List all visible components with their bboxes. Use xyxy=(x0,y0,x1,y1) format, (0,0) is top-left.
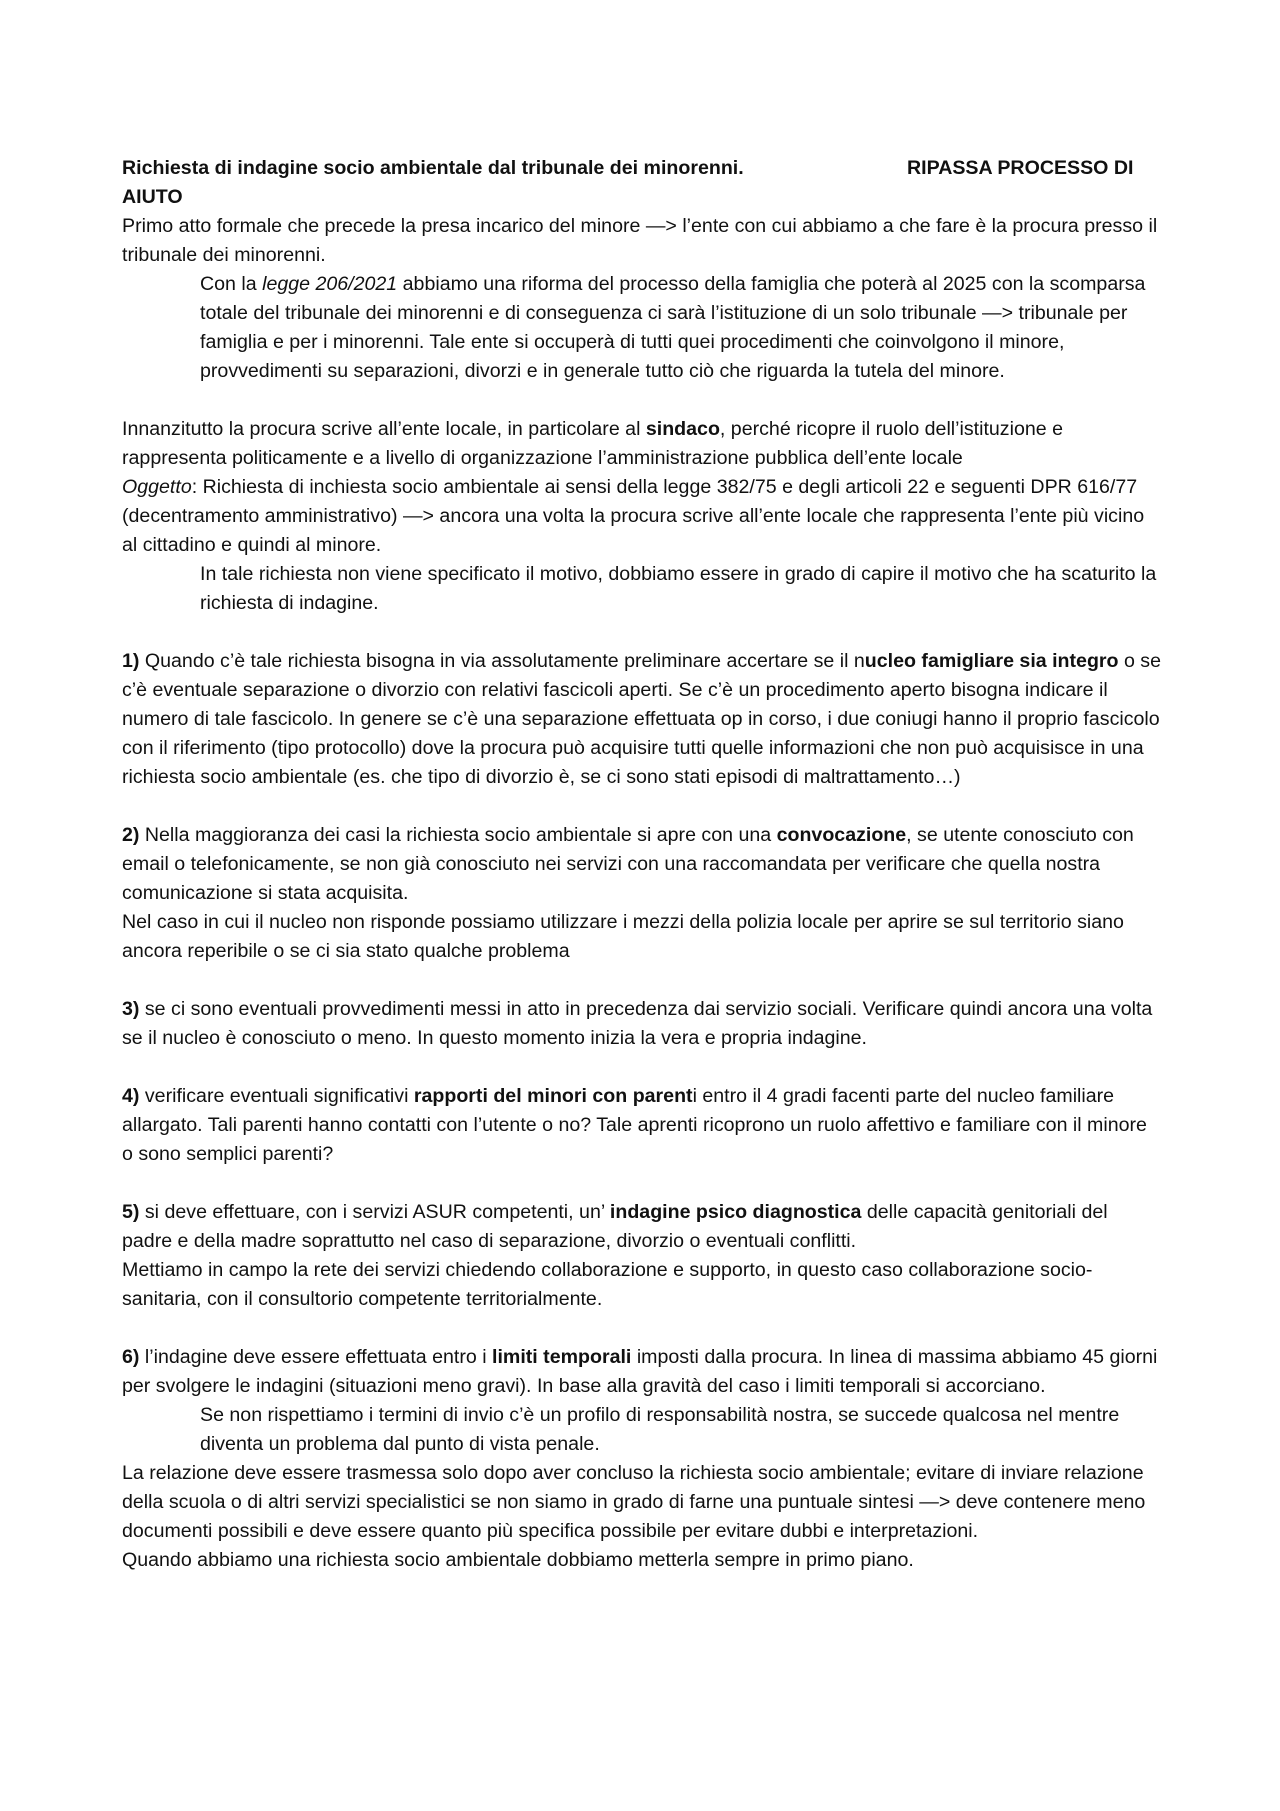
point-2 xyxy=(122,821,1162,908)
spacer xyxy=(122,618,1162,647)
motivo-paragraph: In tale richiesta non viene specificato il motivo, dobbiamo essere in grado di capire il motivo che ha scaturito la richiesta di indagine. xyxy=(200,563,1157,614)
point-3-number: 3) xyxy=(122,998,140,1020)
point-2-bold: convocazione xyxy=(776,824,907,846)
law-reference: legge 206/2021 xyxy=(262,273,398,295)
point-4 xyxy=(122,1082,1162,1169)
point-1-text-a: Quando c’è tale richiesta bisogna in via assolutamente preliminare accertare se il n xyxy=(139,650,865,672)
point-1-number: 1) xyxy=(122,650,140,672)
point-3 xyxy=(122,995,1162,1053)
point-2-number: 2) xyxy=(122,824,140,846)
spacer xyxy=(122,1053,1162,1082)
spacer xyxy=(122,966,1162,995)
spacer xyxy=(122,1314,1162,1343)
point-6-bold: limiti temporali xyxy=(492,1346,632,1368)
point-5-text-b: delle capacità genitoriali del padre e della madre soprattutto nel caso di separazione, divorzio o eventuali conflitti. xyxy=(122,1201,1108,1252)
point-5-continuation: Mettiamo in campo la rete dei servizi chiedendo collaborazione e supporto, in questo caso collaborazione socio-sanitaria, con il consultorio competente territorialmente. xyxy=(122,1259,1093,1310)
point-5-text-a: si deve effettuare, con i servizi ASUR competenti, un’ xyxy=(139,1201,610,1223)
procura-paragraph xyxy=(122,415,1162,473)
point-4-text-b: i entro il 4 gradi facenti parte del nucleo familiare allargato. Tali parenti hanno contatti con l’utente o no? Tale aprenti ricoprono un ruolo affettivo e familiare con il minore o sono semplici parenti? xyxy=(122,1085,1147,1165)
point-5-number: 5) xyxy=(122,1201,140,1223)
point-2-text-b: , se utente conosciuto con email o telefonicamente, se non già conosciuto nei servizi con una raccomandata per verificare che quella nostra comunicazione si stata acquisita. xyxy=(122,824,1134,904)
oggetto-label: Oggetto xyxy=(122,476,192,498)
point-2-text-a: Nella maggioranza dei casi la richiesta socio ambientale si apre con una xyxy=(139,824,777,846)
procura-bold: sindaco xyxy=(645,418,720,440)
closing-paragraph: La relazione deve essere trasmessa solo dopo aver concluso la richiesta socio ambientale; evitare di inviare relazione della scuola o di altri servizi specialistici se non siamo in grado di farne una puntuale sintesi —> deve contenere meno documenti possibili e deve essere quanto più specifica possibile per evitare dubbi e interpretazioni. xyxy=(122,1462,1146,1542)
point-6-text-a: l’indagine deve essere effettuata entro i xyxy=(139,1346,493,1368)
point-5 xyxy=(122,1198,1162,1256)
title-right-note: RIPASSA PROCESSO DI xyxy=(907,157,1134,179)
procura-text-b: , perché ricopre il ruolo dell’istituzione e rappresenta politicamente e a livello di organizzazione l’amministrazione pubblica dell’ente locale xyxy=(122,418,1063,469)
spacer xyxy=(122,386,1162,415)
point-6-text-b: imposti dalla procura. In linea di massima abbiamo 45 giorni per svolgere le indagini (situazioni meno gravi). In base alla gravità del caso i limiti temporali si accorciano. xyxy=(122,1346,1158,1397)
title-wrap xyxy=(122,183,1162,212)
point-6 xyxy=(122,1343,1162,1401)
point-6-number: 6) xyxy=(122,1346,140,1368)
point-1 xyxy=(122,647,1162,792)
point-1-bold: ucleo famigliare sia integro xyxy=(864,650,1119,672)
point-1-text-b: o se c’è eventuale separazione o divorzio con relativi fascicoli aperti. Se c’è un procedimento aperto bisogna indicare il numero di tale fascicolo. In genere se c’è una separazione effettuata op in corso, i due coniugi hanno il proprio fascicolo con il riferimento (tipo protocollo) dove la procura può acquisire tutti quelle informazioni che non può acquisisce in una richiesta socio ambientale (es. che tipo di divorzio è, se ci sono stati episodi di maltrattamento…) xyxy=(122,650,1161,788)
point-4-text-a: verificare eventuali significativi xyxy=(139,1085,414,1107)
reform-paragraph xyxy=(122,270,1162,386)
reform-text-a: Con la xyxy=(200,273,263,295)
point-6-note: Se non rispettiamo i termini di invio c’è un profilo di responsabilità nostra, se succede qualcosa nel mentre diventa un problema dal punto di vista penale. xyxy=(200,1404,1120,1455)
intro-paragraph: Primo atto formale che precede la presa incarico del minore —> l’ente con cui abbiamo a che fare è la procura presso il tribunale dei minorenni. xyxy=(122,215,1158,266)
procura-text-a: Innanzitutto la procura scrive all’ente locale, in particolare al xyxy=(122,418,646,440)
closing-final: Quando abbiamo una richiesta socio ambientale dobbiamo metterla sempre in primo piano. xyxy=(122,1549,914,1571)
document-title xyxy=(122,154,1162,183)
title-left: Richiesta di indagine socio ambientale dal tribunale dei minorenni. xyxy=(122,157,744,179)
point-4-bold: rapporti del minori con parent xyxy=(413,1085,693,1107)
title-wrap-text: AIUTO xyxy=(122,186,183,208)
reform-text-b: abbiamo una riforma del processo della famiglia che poterà al 2025 con la scomparsa totale del tribunale dei minorenni e di conseguenza ci sarà l’istituzione di un solo tribunale —> tribunale per famiglia e per i minorenni. Tale ente si occuperà di tutti quei procedimenti che coinvolgono il minore, provvedimenti su separazioni, divorzi e in generale tutto ciò che riguarda la tutela del minore. xyxy=(200,273,1146,382)
spacer xyxy=(122,792,1162,821)
point-5-bold: indagine psico diagnostica xyxy=(609,1201,862,1223)
spacer xyxy=(122,1169,1162,1198)
oggetto-text: : Richiesta di inchiesta socio ambientale ai sensi della legge 382/75 e degli articoli 22 e seguenti DPR 616/77 (decentramento amministrativo) —> ancora una volta la procura scrive all’ente locale che rappresenta l’ente più vicino al cittadino e quindi al minore. xyxy=(122,476,1145,556)
point-3-text: se ci sono eventuali provvedimenti messi in atto in precedenza dai servizio sociali. Verificare quindi ancora una volta se il nucleo è conosciuto o meno. In questo momento inizia la vera e propria indagine. xyxy=(122,998,1153,1049)
point-2-continuation: Nel caso in cui il nucleo non risponde possiamo utilizzare i mezzi della polizia locale per aprire se sul territorio siano ancora reperibile o se ci sia stato qualche problema xyxy=(122,911,1124,962)
point-4-number: 4) xyxy=(122,1085,140,1107)
oggetto-paragraph xyxy=(122,473,1162,560)
